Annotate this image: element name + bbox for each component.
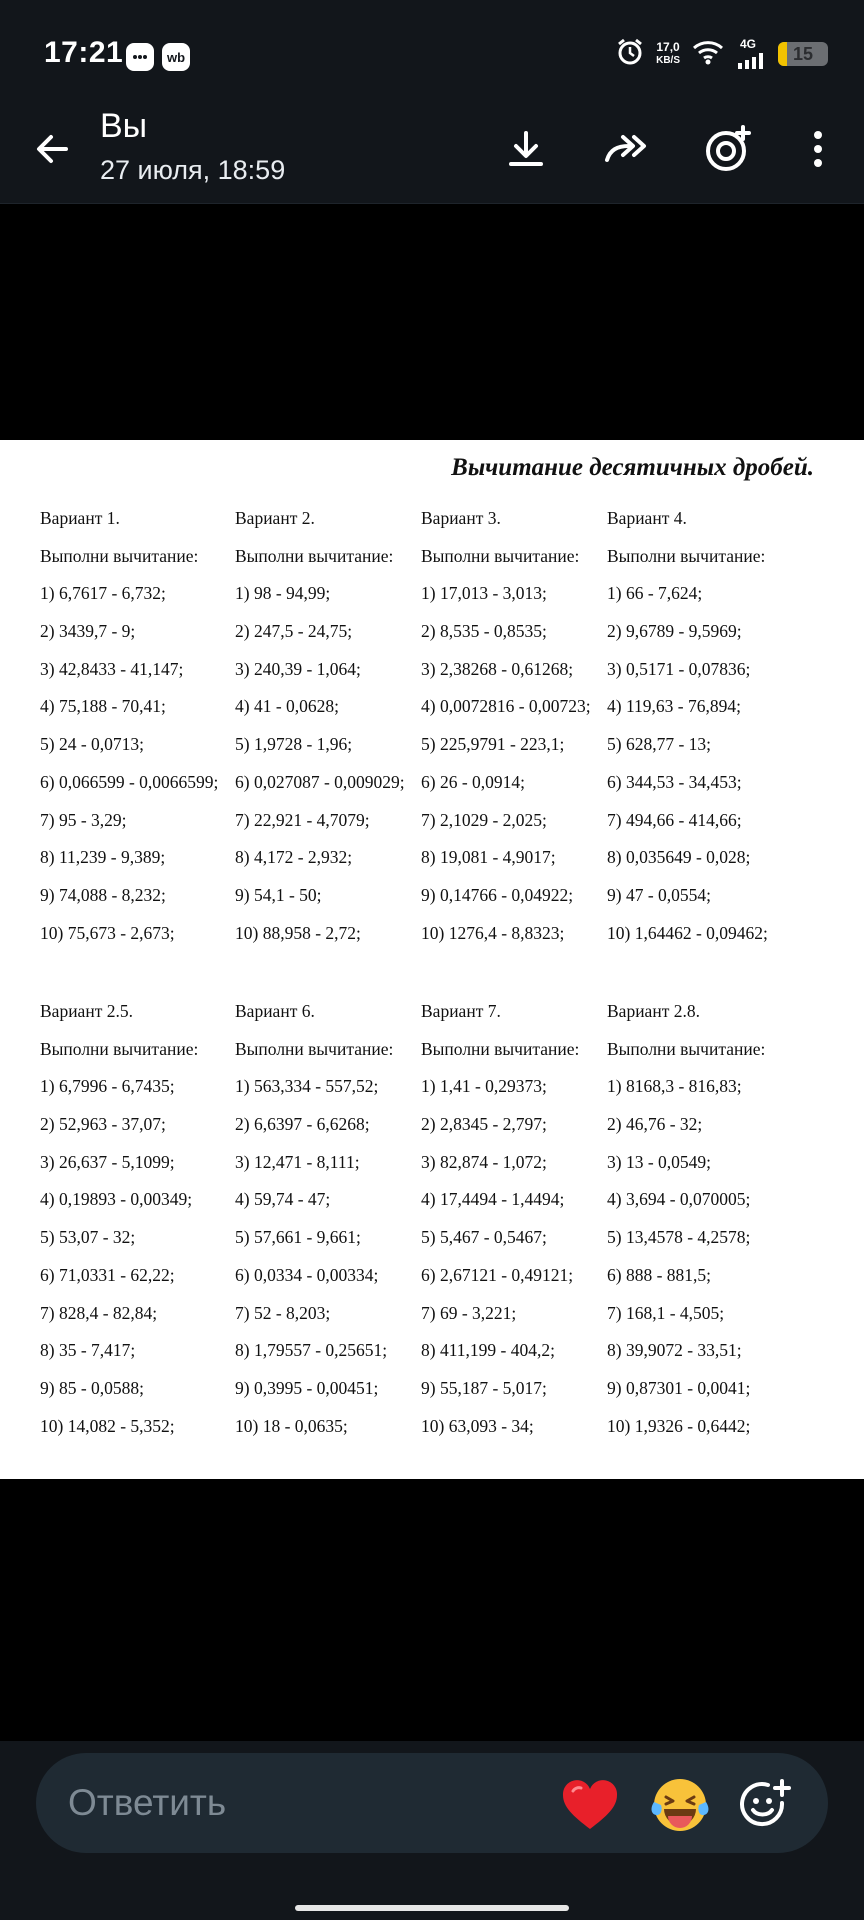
exercise-item: 7) 22,921 - 4,7079; — [235, 809, 370, 830]
exercise-item: 2) 2,8345 - 2,797; — [421, 1114, 547, 1135]
exercise-item: 7) 52 - 8,203; — [235, 1302, 331, 1323]
status-bar — [0, 0, 864, 105]
exercise-item: 4) 75,188 - 70,41; — [40, 696, 166, 717]
variant-instruction: Выполни вычитание: — [421, 545, 580, 566]
exercise-item: 1) 17,013 - 3,013; — [421, 583, 547, 604]
exercise-item: 5) 13,4578 - 4,2578; — [607, 1227, 751, 1248]
exercise-item: 2) 6,6397 - 6,6268; — [235, 1114, 370, 1135]
exercise-item: 9) 0,3995 - 0,00451; — [235, 1377, 379, 1398]
exercise-item: 9) 85 - 0,0588; — [40, 1377, 145, 1398]
back-button[interactable] — [28, 125, 76, 173]
exercise-item: 4) 17,4494 - 1,4494; — [421, 1189, 565, 1210]
variant-instruction: Выполни вычитание: — [235, 1038, 394, 1059]
battery-icon — [778, 42, 828, 66]
variant-instruction: Выполни вычитание: — [607, 545, 766, 566]
exercise-item: 3) 42,8433 - 41,147; — [40, 658, 184, 679]
exercise-item: 1) 1,41 - 0,29373; — [421, 1076, 547, 1097]
status-time: 17:21 — [44, 36, 124, 69]
forward-icon — [603, 132, 649, 166]
exercise-item: 10) 1276,4 - 8,8323; — [421, 922, 565, 943]
reply-field-container — [36, 1753, 828, 1853]
exercise-item: 10) 1,64462 - 0,09462; — [607, 922, 768, 943]
wifi-icon — [692, 39, 724, 70]
download-icon — [505, 128, 547, 170]
exercise-item: 2) 3439,7 - 9; — [40, 621, 136, 642]
exercise-item: 6) 26 - 0,0914; — [421, 771, 526, 792]
alarm-icon — [616, 38, 644, 71]
exercise-item: 6) 0,027087 - 0,009029; — [235, 771, 405, 792]
exercise-item: 2) 247,5 - 24,75; — [235, 621, 353, 642]
exercise-item: 3) 2,38268 - 0,61268; — [421, 658, 574, 679]
exercise-item: 2) 9,6789 - 9,5969; — [607, 621, 742, 642]
variant-name: Вариант 4. — [607, 508, 687, 528]
worksheet-title: Вычитание десятичных дробей. — [451, 454, 814, 481]
network-speed — [656, 41, 680, 67]
exercise-item: 8) 39,9072 - 33,51; — [607, 1340, 742, 1361]
exercise-item: 5) 628,77 - 13; — [607, 734, 712, 755]
variant-name: Вариант 1. — [40, 508, 120, 528]
exercise-item: 4) 0,19893 - 0,00349; — [40, 1189, 193, 1210]
variant-instruction: Выполни вычитание: — [40, 545, 199, 566]
add-reaction-icon — [738, 1777, 794, 1833]
exercise-item: 9) 0,14766 - 0,04922; — [421, 884, 574, 905]
exercise-item: 4) 3,694 - 0,070005; — [607, 1189, 751, 1210]
exercise-item: 8) 4,172 - 2,932; — [235, 847, 353, 868]
exercise-item: 6) 0,0334 - 0,00334; — [235, 1264, 379, 1285]
status-indicators — [616, 36, 828, 72]
signal-indicator — [736, 39, 766, 69]
exercise-item: 1) 8168,3 - 816,83; — [607, 1076, 742, 1097]
exercise-item: 6) 71,0331 - 62,22; — [40, 1264, 175, 1285]
exercise-item: 3) 12,471 - 8,111; — [235, 1151, 360, 1172]
exercise-item: 3) 240,39 - 1,064; — [235, 658, 361, 679]
exercise-item: 5) 24 - 0,0713; — [40, 734, 145, 755]
heart-icon — [561, 1779, 619, 1831]
laugh-reaction-button[interactable] — [650, 1775, 710, 1835]
sender-name: Вы — [100, 107, 148, 145]
exercise-item: 9) 47 - 0,0554; — [607, 884, 712, 905]
exercise-item: 1) 6,7617 - 6,732; — [40, 583, 166, 604]
add-reaction-button[interactable] — [736, 1775, 796, 1835]
exercise-item: 4) 41 - 0,0628; — [235, 696, 340, 717]
battery-level: 15 — [792, 43, 814, 64]
network-type: 4G — [740, 37, 757, 51]
exercise-item: 10) 88,958 - 2,72; — [235, 922, 361, 943]
variant-name: Вариант 2.8. — [607, 1001, 700, 1021]
exercise-item: 3) 13 - 0,0549; — [607, 1151, 712, 1172]
exercise-item: 1) 563,334 - 557,52; — [235, 1076, 379, 1097]
reply-input[interactable] — [68, 1753, 548, 1853]
camera-add-button[interactable] — [700, 121, 756, 177]
exercise-item: 6) 344,53 - 34,453; — [607, 771, 742, 792]
variant-column — [421, 993, 579, 1445]
variant-column — [40, 993, 198, 1445]
exercise-item: 6) 2,67121 - 0,49121; — [421, 1264, 574, 1285]
exercise-item: 1) 66 - 7,624; — [607, 583, 703, 604]
exercise-item: 5) 53,07 - 32; — [40, 1227, 136, 1248]
exercise-item: 6) 0,066599 - 0,0066599; — [40, 771, 219, 792]
variant-instruction: Выполни вычитание: — [421, 1038, 580, 1059]
exercise-item: 10) 18 - 0,0635; — [235, 1415, 348, 1436]
variant-instruction: Выполни вычитание: — [40, 1038, 199, 1059]
chat-bubble-icon — [126, 43, 154, 71]
variant-name: Вариант 6. — [235, 1001, 315, 1021]
forward-button[interactable] — [598, 121, 654, 177]
exercise-item: 3) 0,5171 - 0,07836; — [607, 658, 751, 679]
exercise-item: 9) 54,1 - 50; — [235, 884, 322, 905]
viewer-header — [0, 105, 864, 204]
exercise-item: 8) 411,199 - 404,2; — [421, 1340, 555, 1361]
exercise-item: 7) 168,1 - 4,505; — [607, 1302, 725, 1323]
heart-reaction-button[interactable] — [560, 1775, 620, 1835]
exercise-item: 10) 75,673 - 2,673; — [40, 922, 175, 943]
exercise-item: 4) 0,0072816 - 0,00723; — [421, 696, 591, 717]
exercise-item: 1) 98 - 94,99; — [235, 583, 331, 604]
exercise-item: 5) 1,9728 - 1,96; — [235, 734, 353, 755]
exercise-item: 7) 95 - 3,29; — [40, 809, 127, 830]
exercise-item: 4) 59,74 - 47; — [235, 1189, 331, 1210]
variant-name: Вариант 2.5. — [40, 1001, 133, 1021]
exercise-item: 9) 55,187 - 5,017; — [421, 1377, 547, 1398]
exercise-item: 8) 35 - 7,417; — [40, 1340, 136, 1361]
exercise-item: 8) 1,79557 - 0,25651; — [235, 1340, 388, 1361]
variant-column — [235, 500, 405, 952]
message-datetime: 27 июля, 18:59 — [100, 155, 286, 185]
exercise-item: 10) 14,082 - 5,352; — [40, 1415, 175, 1436]
variant-instruction: Выполни вычитание: — [235, 545, 394, 566]
variant-name: Вариант 7. — [421, 1001, 501, 1021]
laughing-emoji-icon — [650, 1776, 710, 1834]
exercise-item: 8) 11,239 - 9,389; — [40, 847, 166, 868]
exercise-item: 3) 26,637 - 5,1099; — [40, 1151, 175, 1172]
variant-instruction: Выполни вычитание: — [607, 1038, 766, 1059]
exercise-item: 7) 69 - 3,221; — [421, 1302, 517, 1323]
variant-column — [40, 500, 218, 952]
more-options-button[interactable] — [790, 121, 846, 177]
signal-bars-icon — [738, 53, 768, 69]
speed-value: 17,0 — [656, 40, 680, 54]
exercise-item: 7) 494,66 - 414,66; — [607, 809, 742, 830]
home-indicator[interactable] — [295, 1905, 569, 1911]
variant-name: Вариант 2. — [235, 508, 315, 528]
exercise-item: 10) 63,093 - 34; — [421, 1415, 534, 1436]
exercise-item: 5) 57,661 - 9,661; — [235, 1227, 361, 1248]
variant-column — [607, 993, 765, 1445]
exercise-item: 8) 0,035649 - 0,028; — [607, 847, 751, 868]
exercise-item: 9) 74,088 - 8,232; — [40, 884, 166, 905]
exercise-item: 5) 225,9791 - 223,1; — [421, 734, 565, 755]
exercise-item: 2) 46,76 - 32; — [607, 1114, 703, 1135]
exercise-item: 7) 2,1029 - 2,025; — [421, 809, 547, 830]
worksheet-image[interactable] — [0, 440, 864, 1479]
exercise-item: 1) 6,7996 - 6,7435; — [40, 1076, 175, 1097]
speed-unit: KB/S — [656, 55, 680, 66]
variant-column — [235, 993, 393, 1445]
arrow-left-icon — [32, 129, 72, 169]
exercise-item: 3) 82,874 - 1,072; — [421, 1151, 547, 1172]
exercise-item: 7) 828,4 - 82,84; — [40, 1302, 158, 1323]
variant-column — [607, 500, 768, 952]
exercise-item: 8) 19,081 - 4,9017; — [421, 847, 556, 868]
more-vert-icon — [812, 129, 824, 169]
exercise-item: 10) 1,9326 - 0,6442; — [607, 1415, 751, 1436]
exercise-item: 2) 8,535 - 0,8535; — [421, 621, 547, 642]
exercise-item: 4) 119,63 - 76,894; — [607, 696, 741, 717]
variant-name: Вариант 3. — [421, 508, 501, 528]
exercise-item: 9) 0,87301 - 0,0041; — [607, 1377, 751, 1398]
variant-column — [421, 500, 591, 952]
reply-bar — [0, 1741, 864, 1920]
wb-app-icon: wb — [162, 43, 190, 71]
exercise-item: 5) 5,467 - 0,5467; — [421, 1227, 547, 1248]
camera-add-icon — [703, 124, 753, 174]
exercise-item: 2) 52,963 - 37,07; — [40, 1114, 166, 1135]
download-button[interactable] — [498, 121, 554, 177]
exercise-item: 6) 888 - 881,5; — [607, 1264, 712, 1285]
